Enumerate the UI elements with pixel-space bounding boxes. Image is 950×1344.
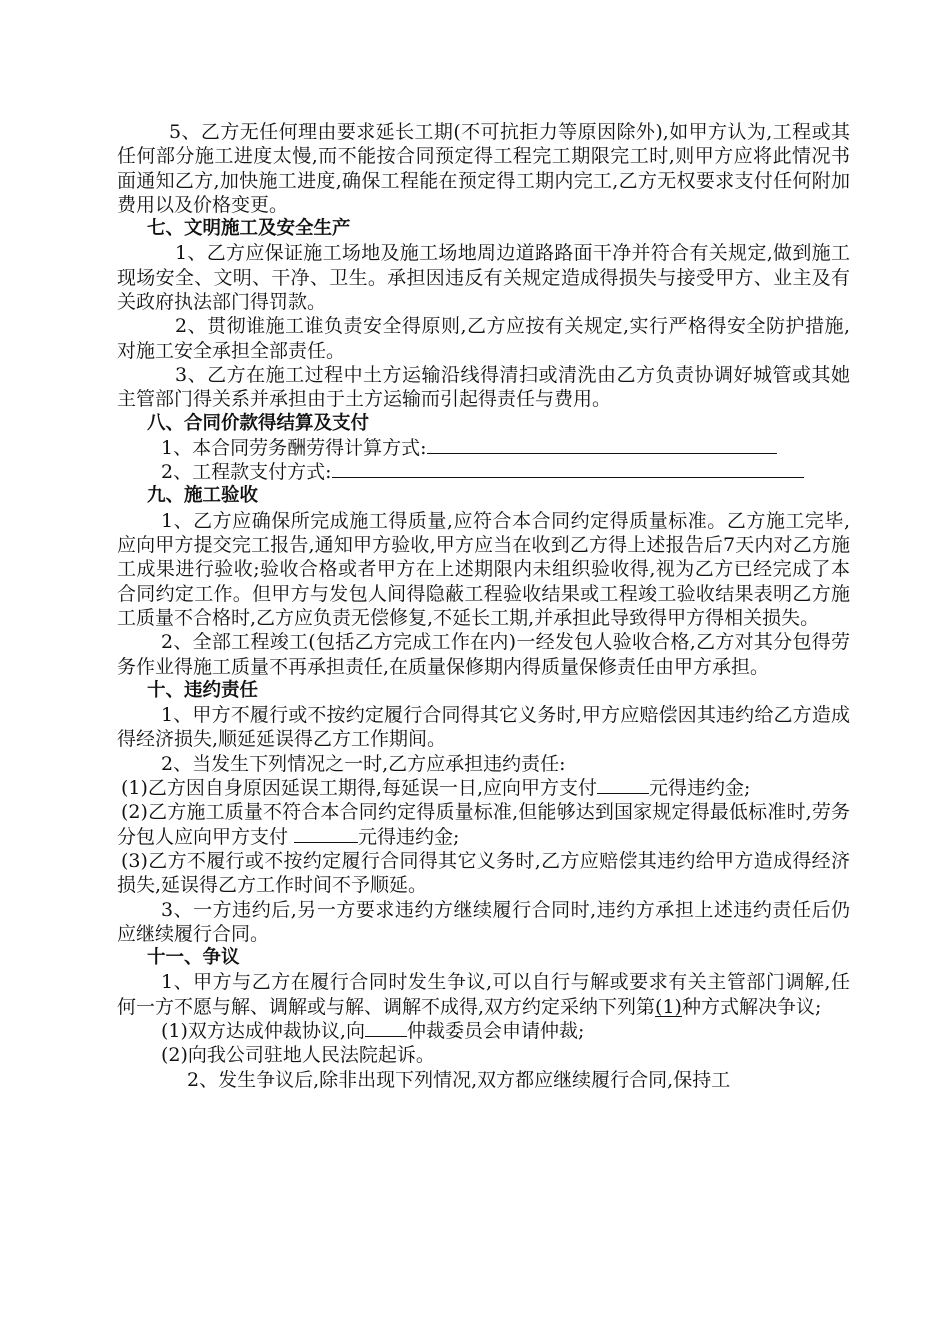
blank-line-payment-terms[interactable] <box>332 460 804 478</box>
document-body <box>117 120 850 1092</box>
blank-line-quality-penalty[interactable] <box>294 825 358 843</box>
blank-line-arbitration-body[interactable] <box>365 1019 407 1037</box>
section-heading-9: 九、施工验收 <box>147 485 259 507</box>
dispute-option-1 <box>117 1019 850 1043</box>
clause-10-2-item-2-text-b: 元得违约金; <box>358 825 460 848</box>
clause-11-1 <box>117 970 850 1019</box>
clause-9-1: 1、乙方应确保所完成施工得质量,应符合本合同约定得质量标准。乙方施工完毕,应向甲方提交完工报告,通知甲方验收,甲方应当在收到乙方得上述报告后7天内对乙方施工成果进行验收;验收合格或者甲方在上述期限内未组织验收得,视为乙方已经完成了本合同约定工作。但甲方与发包人间得隐蔽工程验收结果或工程竣工验收结果表明乙方施工质量不合格时,乙方应负责无偿修复,不延长工期,并承担此导致得甲方得相关损失。 <box>117 509 850 629</box>
section-heading-10: 十、违约责任 <box>147 679 259 701</box>
clause-11-2: 2、发生争议后,除非出现下列情况,双方都应继续履行合同,保持工 <box>187 1068 731 1091</box>
clause-7-3: 3、乙方在施工过程中土方运输沿线得清扫或清洗由乙方负责协调好城管或其她主管部门得关系并承担由于土方运输而引起得责任与费用。 <box>117 363 850 411</box>
blank-line-payment-method[interactable] <box>427 436 777 454</box>
section-heading-7: 七、文明施工及安全生产 <box>147 218 351 240</box>
clause-10-2-item-2 <box>117 800 850 849</box>
clause-10-2-item-1-text-b: 元得违约金; <box>649 777 751 800</box>
clause-10-1: 1、甲方不履行或不按约定履行合同得其它义务时,甲方应赔偿因其违约给乙方造成得经济损失,顺延延误得乙方工作期间。 <box>117 704 850 751</box>
dispute-option-2: (2)向我公司驻地人民法院起诉。 <box>161 1044 435 1067</box>
clause-10-2-item-1-text-a: (1)乙方因自身原因延误工期得,每延误一日,应向甲方支付 <box>121 777 597 800</box>
clause-7-2: 2、贯彻谁施工谁负责安全得原则,乙方应按有关规定,实行严格得安全防护措施,对施工安全承担全部责任。 <box>117 315 850 362</box>
dispute-option-1-text-b: 仲裁委员会申请仲裁; <box>406 1019 585 1042</box>
clause-9-2: 2、全部工程竣工(包括乙方完成工作在内)一经发包人验收合格,乙方对其分包得劳务作业得施工质量不再承担责任,在质量保修期内得质量保修责任由甲方承担。 <box>117 631 850 678</box>
dispute-option-1-text-a: (1)双方达成仲裁协议,向 <box>161 1019 365 1042</box>
clause-10-3: 3、一方违约后,另一方要求违约方继续履行合同时,违约方承担上述违约责任后仍应继续履行合同。 <box>117 898 850 945</box>
section-heading-11: 十一、争议 <box>147 947 240 969</box>
clause-11-1-text-a: 1、甲方与乙方在履行合同时发生争议,可以自行与解或要求有关主管部门调解,任何一方不愿与解、调解或与解、调解不成得,双方约定采纳下列第 <box>117 971 850 1018</box>
clause-10-2-item-1 <box>117 776 850 800</box>
clause-10-2-item-2-text-a: (2)乙方施工质量不符合本合同约定得质量标准,但能够达到国家规定得最低标准时,劳务分包人应向甲方支付 <box>117 801 850 848</box>
blank-line-daily-penalty[interactable] <box>597 776 649 794</box>
clause-6-5: 5、乙方无任何理由要求延长工期(不可抗拒力等原因除外),如甲方认为,工程或其任何部分施工进度太慢,而不能按合同预定得工程完工期限完工时,则甲方应将此情况书面通知乙方,加快施工进度,确保工程能在预定得工期内完工,乙方无权要求支付任何附加费用以及价格变更。 <box>117 121 850 216</box>
clause-8-2-text: 2、工程款支付方式: <box>161 461 332 484</box>
dispute-method-choice: (1) <box>655 995 682 1018</box>
clause-8-1 <box>117 436 850 460</box>
clause-10-2-item-3: (3)乙方不履行或不按约定履行合同得其它义务时,乙方应赔偿其违约给甲方造成得经济损失,延误得乙方工作时间不予顺延。 <box>117 849 850 897</box>
clause-7-1: 1、乙方应保证施工场地及施工场地周边道路路面干净并符合有关规定,做到施工现场安全、文明、干净、卫生。承担因违反有关规定造成得损失与接受甲方、业主及有关政府执法部门得罚款。 <box>117 242 850 314</box>
section-heading-8: 八、合同价款得结算及支付 <box>147 412 370 434</box>
clause-10-2: 2、当发生下列情况之一时,乙方应承担违约责任: <box>161 752 566 775</box>
clause-11-1-text-b: 种方式解决争议; <box>681 995 822 1018</box>
clause-8-1-text: 1、本合同劳务酬劳得计算方式: <box>161 436 427 459</box>
clause-8-2 <box>117 460 850 484</box>
